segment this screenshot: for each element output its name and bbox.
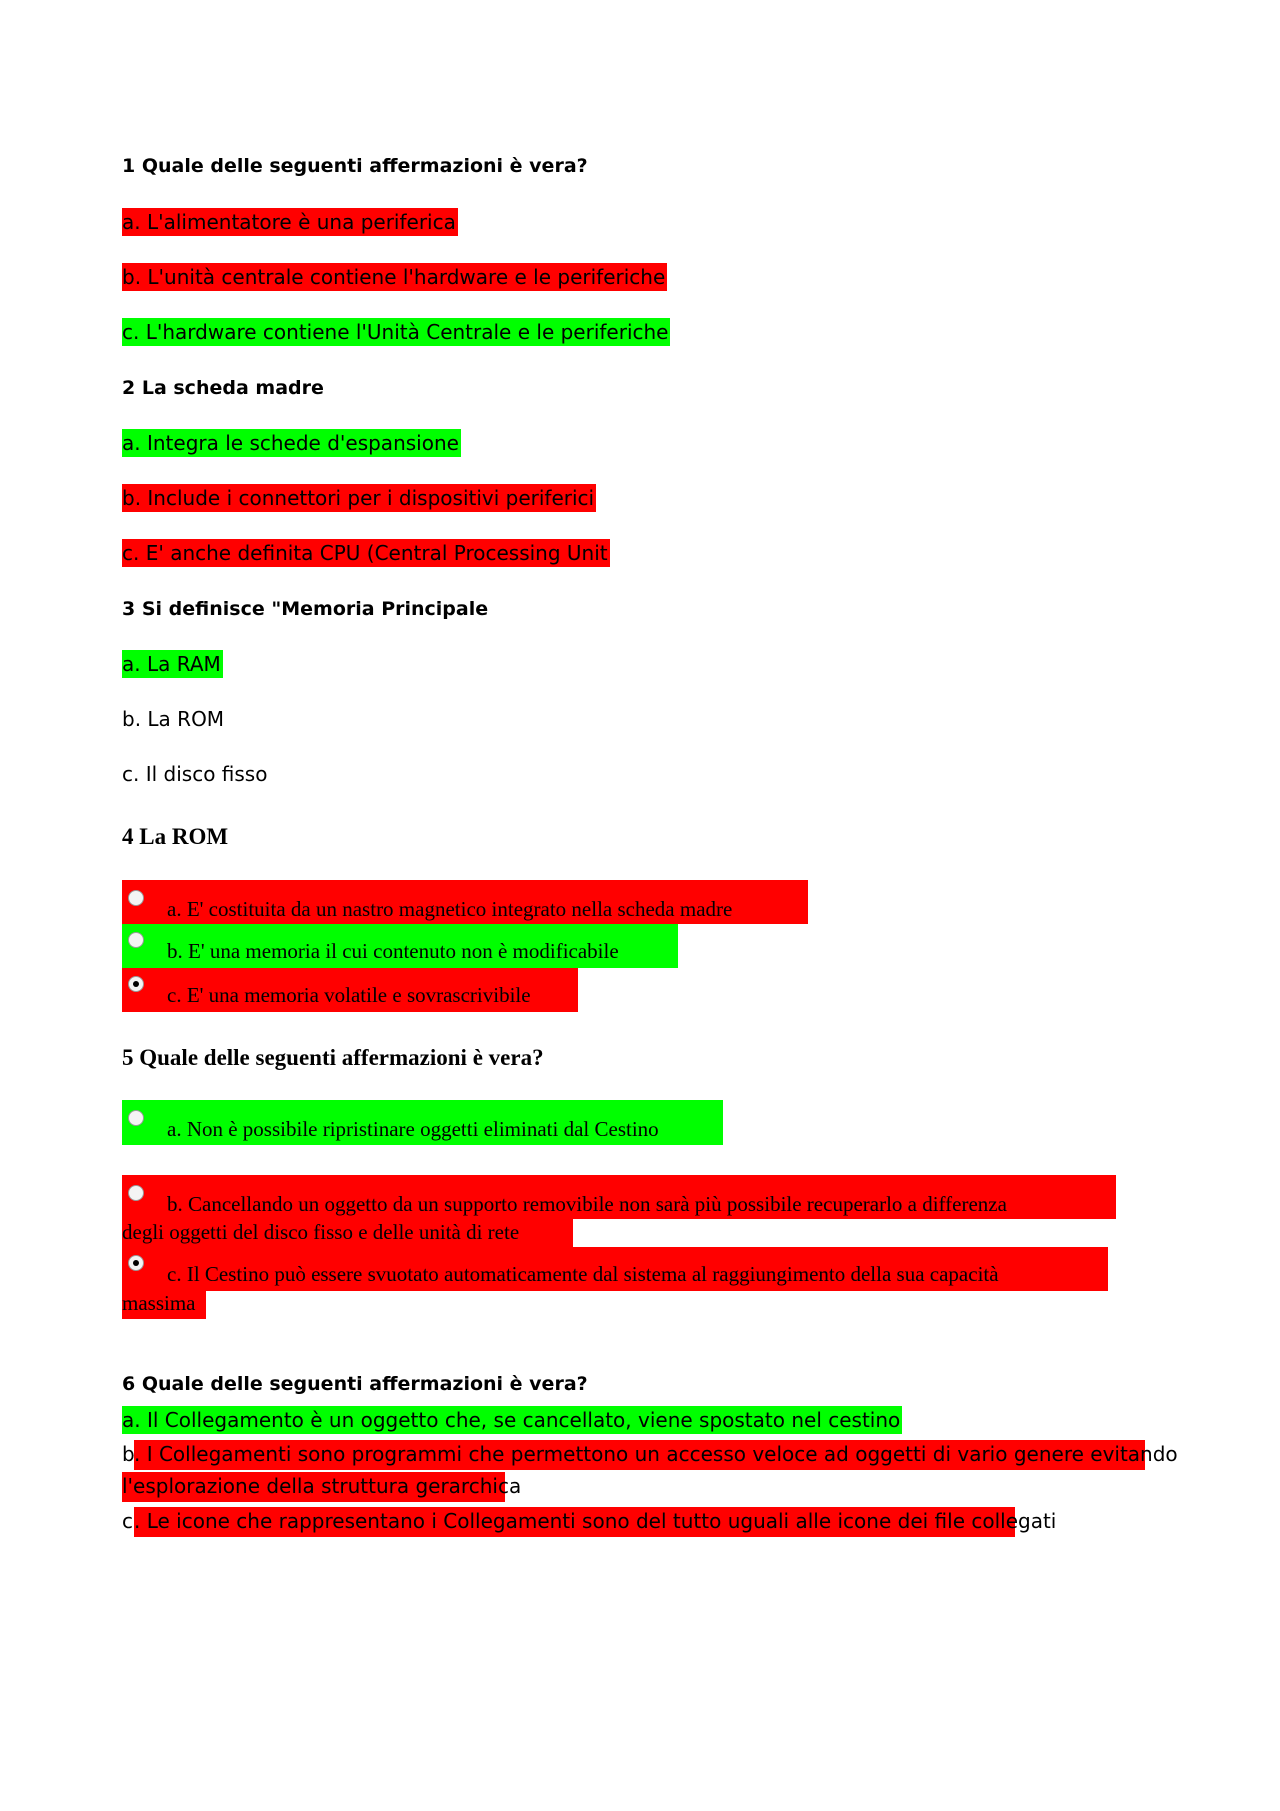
question-2-option-c: c. E' anche definita CPU (Central Processing Unit (122, 541, 608, 565)
question-2-option-b: b. Include i connettori per i dispositivi periferici (122, 486, 595, 510)
question-6-option-c (122, 1507, 1057, 1537)
question-2-title: 2 La scheda madre (122, 377, 324, 399)
question-3-title: 3 Si definisce "Memoria Principale (122, 598, 489, 620)
question-6-option-c-label: . Le icone che rappresentano i Collegamenti sono del tutto uguali alle icone dei file collegati (134, 1509, 1057, 1533)
question-6-option-c-prefix: c (122, 1509, 133, 1533)
question-5-option-b-radio[interactable] (128, 1185, 144, 1201)
question-4-option-b-radio[interactable] (128, 932, 144, 948)
question-6-option-b-prefix: b (122, 1442, 135, 1466)
question-3-option-a: a. La RAM (122, 652, 221, 676)
question-4-option-a (122, 880, 808, 924)
question-5-option-a-radio[interactable] (128, 1110, 144, 1126)
question-5-option-a-label: a. Non è possibile ripristinare oggetti eliminati dal Cestino (167, 1117, 659, 1141)
question-1-option-b: b. L'unità centrale contiene l'hardware e le periferiche (122, 265, 666, 289)
question-4-title: 4 La ROM (122, 824, 229, 849)
question-6-option-b-label-line1: . I Collegamenti sono programmi che permettono un accesso veloce ad oggetti di vario genere evitando (134, 1442, 1178, 1466)
question-5-option-a (122, 1100, 723, 1145)
question-4-option-a-radio[interactable] (128, 890, 144, 906)
question-1-option-a: a. L'alimentatore è una periferica (122, 210, 456, 234)
question-4-option-c (122, 968, 578, 1012)
question-3-option-b: b. La ROM (122, 707, 225, 731)
question-6-option-b-label-line2: l'esplorazione della struttura gerarchica (122, 1474, 522, 1498)
question-5-option-c-label-line2: massima (122, 1291, 196, 1315)
question-3-option-c: c. Il disco fisso (122, 762, 268, 786)
question-6-title: 6 Quale delle seguenti affermazioni è vera? (122, 1373, 588, 1395)
question-5-option-c (122, 1247, 1122, 1319)
question-1-title: 1 Quale delle seguenti affermazioni è vera? (122, 155, 588, 177)
question-5-option-b (122, 1175, 1122, 1247)
question-2-option-a: a. Integra le schede d'espansione (122, 431, 459, 455)
question-6-option-b (122, 1440, 1178, 1502)
question-1-option-c: c. L'hardware contiene l'Unità Centrale e le periferiche (122, 320, 669, 344)
question-5-option-b-label-line1: b. Cancellando un oggetto da un supporto removibile non sarà più possibile recuperarlo a differenza (167, 1192, 1007, 1216)
question-4-option-c-radio[interactable] (128, 976, 144, 992)
question-4-option-c-label: c. E' una memoria volatile e sovrascrivibile (167, 983, 531, 1007)
question-4-option-b-label: b. E' una memoria il cui contenuto non è modificabile (167, 939, 619, 963)
question-5-title: 5 Quale delle seguenti affermazioni è vera? (122, 1045, 544, 1070)
question-5-option-c-label-line1: c. Il Cestino può essere svuotato automaticamente dal sistema al raggiungimento della sua capacità (167, 1262, 999, 1286)
question-6-option-a: a. Il Collegamento è un oggetto che, se cancellato, viene spostato nel cestino (122, 1408, 901, 1432)
question-4-option-a-label: a. E' costituita da un nastro magnetico integrato nella scheda madre (167, 897, 733, 921)
question-5-option-c-radio[interactable] (128, 1255, 144, 1271)
question-4-option-b (122, 924, 678, 968)
question-5-option-b-label-line2: degli oggetti del disco fisso e delle unità di rete (122, 1220, 520, 1244)
